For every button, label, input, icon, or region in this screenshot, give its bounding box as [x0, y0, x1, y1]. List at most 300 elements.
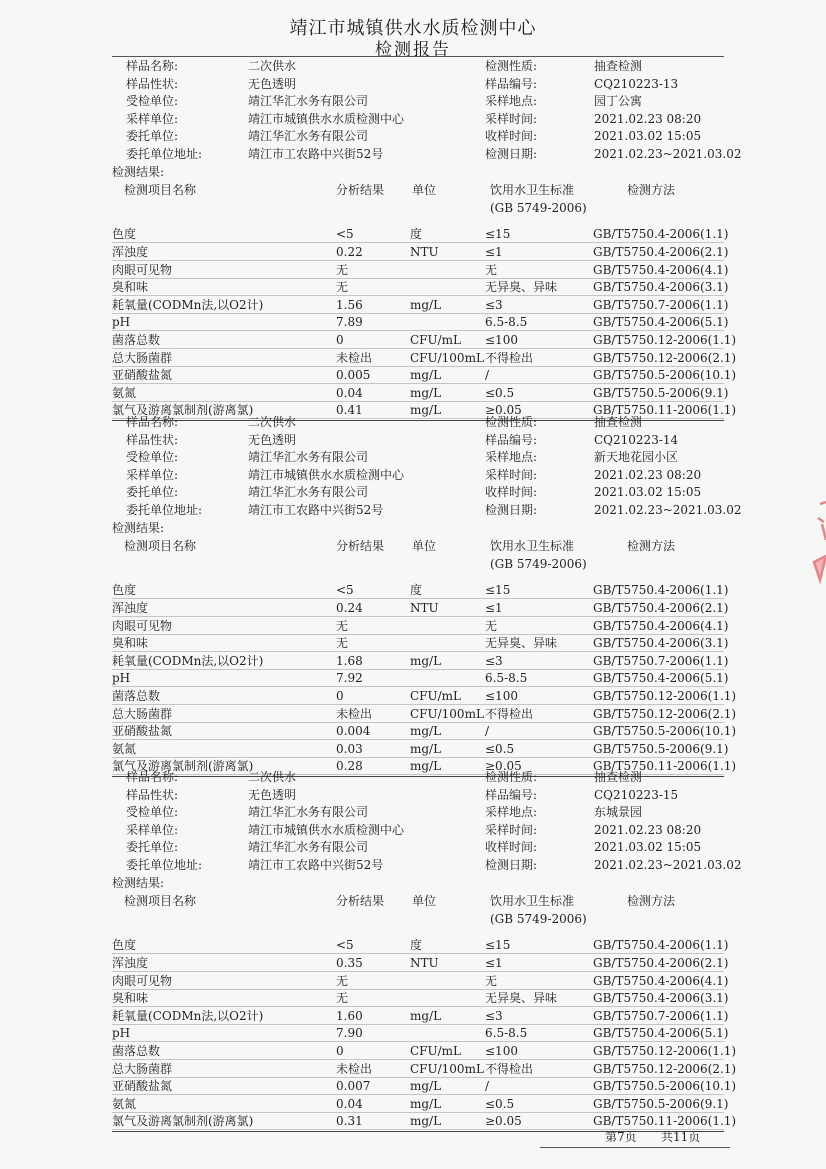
table-row — [0, 296, 826, 314]
info-value: 抽查检测 — [594, 770, 643, 784]
table-row — [0, 1095, 826, 1113]
sample-block — [0, 413, 826, 774]
info-value: 2021.03.02 15:05 — [594, 129, 702, 144]
cell-item: 肉眼可见物 — [112, 618, 173, 633]
info-value: 靖江华汇水务有限公司 — [248, 485, 369, 500]
cell-standard: ≥0.05 — [485, 759, 522, 774]
cell-item: 总大肠菌群 — [112, 1061, 173, 1076]
cell-result: <5 — [336, 227, 354, 242]
info-label: 样品性状: — [126, 787, 179, 802]
cell-result: 7.92 — [336, 671, 363, 686]
info-label: 收样时间: — [485, 840, 538, 855]
cell-standard: 无 — [485, 618, 498, 633]
cell-method: GB/T5750.4-2006(3.1) — [593, 280, 729, 295]
cell-method: GB/T5750.4-2006(1.1) — [593, 227, 729, 242]
cell-standard: ≤1 — [485, 601, 503, 615]
info-label: 采样单位: — [126, 467, 179, 482]
cell-unit: CFU/mL — [410, 689, 462, 703]
cell-result: 7.90 — [336, 1026, 363, 1041]
cell-unit: mg/L — [410, 1096, 442, 1111]
cell-result: 无 — [336, 991, 349, 1006]
cell-item: 臭和味 — [112, 991, 149, 1006]
cell-standard: ≤100 — [485, 333, 518, 347]
table-row — [0, 599, 826, 617]
info-row — [0, 821, 826, 839]
cell-result: 未检出 — [336, 350, 373, 365]
cell-result: 0 — [336, 689, 344, 703]
cell-item: 氨氮 — [112, 385, 137, 400]
cell-standard: ≤15 — [485, 583, 511, 598]
cell-standard: ≤0.5 — [485, 741, 515, 756]
cell-standard: ≤3 — [485, 297, 503, 312]
info-value: CQ210223-15 — [594, 787, 679, 802]
table-row — [0, 722, 826, 740]
info-value: 靖江市工农路中兴街52号 — [248, 858, 384, 872]
info-label: 采样单位: — [126, 822, 179, 837]
cell-unit: CFU/100mL — [410, 1061, 484, 1076]
cell-standard: / — [485, 368, 490, 383]
table-header — [0, 892, 826, 910]
info-value: 二次供水 — [248, 770, 297, 784]
cell-item: 菌落总数 — [112, 1044, 161, 1058]
table-header — [0, 181, 826, 199]
info-value: 2021.02.23 08:20 — [594, 822, 702, 837]
table-row — [0, 1060, 826, 1078]
cell-item: 肉眼可见物 — [112, 973, 173, 988]
cell-result: 1.60 — [336, 1008, 363, 1023]
cell-unit: NTU — [410, 601, 439, 615]
cell-unit: mg/L — [410, 653, 442, 668]
info-label: 采样时间: — [485, 467, 538, 482]
table-row — [0, 581, 826, 599]
cell-method: GB/T5750.4-2006(4.1) — [593, 973, 729, 988]
info-label: 采样单位: — [126, 111, 179, 126]
info-label: 样品名称: — [126, 415, 179, 429]
cell-method: GB/T5750.5-2006(9.1) — [593, 1096, 729, 1111]
cell-method: GB/T5750.4-2006(1.1) — [593, 938, 729, 953]
cell-result: 0.007 — [336, 1079, 371, 1094]
cell-result: 7.89 — [336, 315, 363, 330]
cell-result: 无 — [336, 262, 349, 277]
table-row — [0, 740, 826, 758]
table-row — [0, 225, 826, 243]
cell-unit: 度 — [410, 227, 423, 242]
cell-unit: mg/L — [410, 297, 442, 312]
info-label: 采样地点: — [485, 94, 538, 109]
cell-result: <5 — [336, 938, 354, 953]
info-value: 2021.02.23 08:20 — [594, 111, 702, 126]
cell-standard: / — [485, 1079, 490, 1094]
cell-unit: 度 — [410, 583, 423, 598]
info-value: 靖江华汇水务有限公司 — [248, 840, 369, 855]
table-row — [0, 652, 826, 670]
table-row — [0, 687, 826, 705]
table-row — [0, 954, 826, 972]
sample-block — [0, 768, 826, 1129]
header-unit: 单位 — [412, 539, 437, 554]
info-value: 2021.02.23 08:20 — [594, 467, 702, 482]
cell-standard: ≥0.05 — [485, 1114, 522, 1129]
cell-method: GB/T5750.7-2006(1.1) — [593, 297, 729, 312]
cell-standard: 6.5-8.5 — [485, 1026, 528, 1041]
cell-item: pH — [112, 1026, 131, 1041]
cell-method: GB/T5750.4-2006(5.1) — [593, 671, 729, 686]
report-title: 检测报告 — [375, 40, 451, 60]
cell-result: 0.04 — [336, 1096, 363, 1111]
table-row — [0, 243, 826, 261]
cell-item: 氯气及游离氯制剂(游离氯) — [112, 403, 254, 418]
info-label: 样品性状: — [126, 432, 179, 447]
table-row — [0, 972, 826, 990]
header-standard: 饮用水卫生标准 — [490, 183, 575, 198]
results-label: 检测结果: — [112, 164, 165, 179]
info-value: 靖江市工农路中兴街52号 — [248, 503, 384, 517]
cell-result: 1.68 — [336, 653, 363, 668]
info-label: 样品性状: — [126, 76, 179, 91]
info-row — [0, 803, 826, 821]
cell-standard: ≤1 — [485, 245, 503, 259]
table-row — [0, 617, 826, 635]
info-label: 检测日期: — [485, 858, 538, 872]
cell-method: GB/T5750.4-2006(4.1) — [593, 618, 729, 633]
info-value: 2021.03.02 15:05 — [594, 840, 702, 855]
cell-unit: mg/L — [410, 724, 442, 739]
table-row — [0, 261, 826, 279]
info-value: 东城景园 — [594, 805, 643, 820]
table-row — [0, 1042, 826, 1060]
info-row — [0, 75, 826, 93]
info-value: 二次供水 — [248, 415, 297, 429]
table-row — [0, 1077, 826, 1095]
info-value: 2021.02.23~2021.03.02 — [594, 147, 742, 161]
header-unit: 单位 — [412, 183, 437, 198]
info-label: 检测日期: — [485, 503, 538, 517]
cell-item: 浑浊度 — [112, 245, 149, 259]
page-total: 共11页 — [661, 1130, 701, 1144]
cell-result: <5 — [336, 583, 354, 598]
table-row — [0, 366, 826, 384]
info-row — [0, 768, 826, 786]
table-header — [0, 537, 826, 555]
cell-method: GB/T5750.5-2006(10.1) — [593, 724, 737, 739]
cell-result: 0.03 — [336, 741, 363, 756]
org-title: 靖江市城镇供水水质检测中心 — [289, 18, 537, 39]
header-result: 分析结果 — [336, 894, 385, 909]
table-row — [0, 1112, 826, 1130]
cell-unit: NTU — [410, 956, 439, 970]
info-row — [0, 413, 826, 431]
cell-item: 色度 — [112, 938, 137, 953]
footer-divider — [540, 1147, 730, 1148]
cell-method: GB/T5750.4-2006(5.1) — [593, 315, 729, 330]
info-label: 样品名称: — [126, 59, 179, 73]
table-row — [0, 1024, 826, 1042]
cell-result: 未检出 — [336, 706, 373, 721]
cell-method: GB/T5750.12-2006(1.1) — [593, 333, 737, 347]
info-label: 委托单位: — [126, 840, 179, 855]
info-value: 二次供水 — [248, 59, 297, 73]
cell-item: 菌落总数 — [112, 333, 161, 347]
cell-item: 总大肠菌群 — [112, 706, 173, 721]
cell-item: pH — [112, 315, 131, 330]
table-row — [0, 384, 826, 402]
header-standard-sub: (GB 5749-2006) — [490, 911, 587, 926]
red-seal-stamp-fragment — [806, 500, 826, 590]
table-row — [0, 705, 826, 723]
cell-standard: ≤15 — [485, 227, 511, 242]
info-label: 检测性质: — [485, 770, 538, 784]
cell-standard: 无 — [485, 973, 498, 988]
info-value: 靖江华汇水务有限公司 — [248, 450, 369, 465]
info-row — [0, 501, 826, 519]
cell-item: 氯气及游离氯制剂(游离氯) — [112, 759, 254, 774]
cell-method: GB/T5750.5-2006(9.1) — [593, 385, 729, 400]
table-row — [0, 989, 826, 1007]
cell-method: GB/T5750.4-2006(3.1) — [593, 636, 729, 651]
info-value: 无色透明 — [248, 432, 297, 447]
info-value: 靖江华汇水务有限公司 — [248, 94, 369, 109]
cell-unit: CFU/mL — [410, 333, 462, 347]
cell-item: 氨氮 — [112, 741, 137, 756]
cell-method: GB/T5750.4-2006(2.1) — [593, 245, 729, 259]
info-value: 无色透明 — [248, 787, 297, 802]
info-label: 委托单位地址: — [126, 147, 203, 161]
info-row — [0, 127, 826, 145]
info-row — [0, 483, 826, 501]
cell-result: 0.28 — [336, 759, 363, 774]
cell-standard: ≤100 — [485, 1044, 518, 1058]
cell-standard: 不得检出 — [485, 350, 534, 365]
info-value: 靖江华汇水务有限公司 — [248, 129, 369, 144]
info-label: 检测日期: — [485, 147, 538, 161]
header-result: 分析结果 — [336, 183, 385, 198]
info-label: 委托单位: — [126, 485, 179, 500]
cell-standard: 无异臭、异味 — [485, 991, 558, 1006]
info-label: 委托单位地址: — [126, 858, 203, 872]
header-method: 检测方法 — [627, 539, 676, 554]
cell-item: 亚硝酸盐氮 — [112, 368, 173, 383]
cell-method: GB/T5750.12-2006(2.1) — [593, 706, 737, 721]
cell-unit: CFU/mL — [410, 1044, 462, 1058]
cell-method: GB/T5750.7-2006(1.1) — [593, 653, 729, 668]
info-row — [0, 110, 826, 128]
info-label: 样品编号: — [485, 432, 538, 447]
cell-result: 0.004 — [336, 724, 371, 739]
cell-standard: 不得检出 — [485, 1061, 534, 1076]
cell-method: GB/T5750.11-2006(1.1) — [593, 759, 737, 774]
header-method: 检测方法 — [627, 183, 676, 198]
cell-method: GB/T5750.5-2006(10.1) — [593, 368, 737, 383]
info-value: 园丁公寓 — [594, 94, 643, 109]
cell-item: 色度 — [112, 227, 137, 242]
cell-unit: CFU/100mL — [410, 706, 484, 721]
info-value: 2021.02.23~2021.03.02 — [594, 858, 742, 872]
header-method: 检测方法 — [627, 894, 676, 909]
cell-unit: mg/L — [410, 1008, 442, 1023]
info-row — [0, 838, 826, 856]
cell-standard: ≤0.5 — [485, 1096, 515, 1111]
info-value: 靖江市城镇供水水质检测中心 — [248, 467, 405, 482]
table-row — [0, 1007, 826, 1025]
info-label: 采样时间: — [485, 822, 538, 837]
cell-method: GB/T5750.5-2006(9.1) — [593, 741, 729, 756]
cell-item: 总大肠菌群 — [112, 350, 173, 365]
cell-result: 0.04 — [336, 385, 363, 400]
cell-result: 0.41 — [336, 403, 363, 418]
info-label: 检测性质: — [485, 415, 538, 429]
cell-item: 色度 — [112, 583, 137, 598]
cell-unit: 度 — [410, 938, 423, 953]
cell-method: GB/T5750.11-2006(1.1) — [593, 1114, 737, 1129]
info-value: 无色透明 — [248, 76, 297, 91]
cell-unit: mg/L — [410, 741, 442, 756]
cell-method: GB/T5750.4-2006(5.1) — [593, 1026, 729, 1041]
cell-unit: mg/L — [410, 1079, 442, 1094]
cell-method: GB/T5750.5-2006(10.1) — [593, 1079, 737, 1094]
cell-result: 无 — [336, 280, 349, 295]
cell-standard: 6.5-8.5 — [485, 315, 528, 330]
cell-result: 0.24 — [336, 601, 363, 615]
cell-method: GB/T5750.12-2006(1.1) — [593, 689, 737, 703]
info-row — [0, 856, 826, 874]
info-value: 新天地花园小区 — [594, 450, 679, 465]
info-label: 收样时间: — [485, 485, 538, 500]
header-standard: 饮用水卫生标准 — [490, 539, 575, 554]
info-label: 样品编号: — [485, 787, 538, 802]
info-row — [0, 145, 826, 163]
info-row — [0, 786, 826, 804]
header-item: 检测项目名称 — [124, 183, 197, 198]
cell-method: GB/T5750.11-2006(1.1) — [593, 403, 737, 418]
cell-result: 0.22 — [336, 245, 363, 259]
cell-result: 无 — [336, 618, 349, 633]
cell-item: 氨氮 — [112, 1096, 137, 1111]
info-label: 样品名称: — [126, 770, 179, 784]
page-current: 第7页 — [605, 1130, 637, 1144]
info-value: 抽查检测 — [594, 415, 643, 429]
cell-unit: mg/L — [410, 403, 442, 418]
cell-result: 0.31 — [336, 1114, 363, 1129]
cell-standard: ≤100 — [485, 689, 518, 703]
info-value: CQ210223-14 — [594, 432, 679, 447]
cell-item: 耗氧量(CODMn法,以O2计) — [112, 1008, 264, 1023]
info-value: 2021.03.02 15:05 — [594, 485, 702, 500]
cell-standard: / — [485, 724, 490, 739]
cell-result: 0 — [336, 333, 344, 347]
cell-unit: mg/L — [410, 385, 442, 400]
header-item: 检测项目名称 — [124, 539, 197, 554]
info-label: 采样地点: — [485, 450, 538, 465]
cell-standard: 无异臭、异味 — [485, 280, 558, 295]
cell-standard: ≤0.5 — [485, 385, 515, 400]
cell-result: 0.35 — [336, 956, 363, 970]
table-row — [0, 634, 826, 652]
header-standard-sub: (GB 5749-2006) — [490, 556, 587, 571]
info-label: 委托单位: — [126, 129, 179, 144]
header-result: 分析结果 — [336, 539, 385, 554]
cell-method: GB/T5750.7-2006(1.1) — [593, 1008, 729, 1023]
info-row — [0, 448, 826, 466]
cell-method: GB/T5750.4-2006(1.1) — [593, 583, 729, 598]
cell-item: 臭和味 — [112, 280, 149, 295]
cell-item: 氯气及游离氯制剂(游离氯) — [112, 1114, 254, 1129]
info-row — [0, 92, 826, 110]
cell-item: 耗氧量(CODMn法,以O2计) — [112, 297, 264, 312]
info-value: 抽查检测 — [594, 59, 643, 73]
info-row — [0, 57, 826, 75]
header-unit: 单位 — [412, 894, 437, 909]
table-row — [0, 313, 826, 331]
table-row — [0, 669, 826, 687]
cell-standard: ≤3 — [485, 653, 503, 668]
cell-method: GB/T5750.12-2006(1.1) — [593, 1044, 737, 1058]
info-label: 检测性质: — [485, 59, 538, 73]
info-value: 靖江市城镇供水水质检测中心 — [248, 111, 405, 126]
cell-item: 亚硝酸盐氮 — [112, 1079, 173, 1094]
info-row — [0, 466, 826, 484]
cell-item: 肉眼可见物 — [112, 262, 173, 277]
info-label: 采样地点: — [485, 805, 538, 820]
info-label: 受检单位: — [126, 805, 179, 820]
table-row — [0, 278, 826, 296]
sample-block — [0, 57, 826, 418]
info-label: 受检单位: — [126, 94, 179, 109]
cell-method: GB/T5750.12-2006(2.1) — [593, 350, 737, 365]
info-value: CQ210223-13 — [594, 76, 679, 91]
cell-method: GB/T5750.4-2006(2.1) — [593, 601, 729, 615]
cell-unit: mg/L — [410, 759, 442, 774]
cell-standard: 无 — [485, 262, 498, 277]
cell-standard: 无异臭、异味 — [485, 636, 558, 651]
cell-standard: ≥0.05 — [485, 403, 522, 418]
table-row — [0, 936, 826, 954]
cell-unit: CFU/100mL — [410, 350, 484, 365]
header-item: 检测项目名称 — [124, 894, 197, 909]
cell-result: 无 — [336, 973, 349, 988]
cell-item: pH — [112, 671, 131, 686]
results-label: 检测结果: — [112, 875, 165, 890]
cell-item: 耗氧量(CODMn法,以O2计) — [112, 653, 264, 668]
cell-item: 亚硝酸盐氮 — [112, 724, 173, 739]
table-row — [0, 331, 826, 349]
cell-result: 0 — [336, 1044, 344, 1058]
cell-method: GB/T5750.12-2006(2.1) — [593, 1061, 737, 1076]
info-label: 采样时间: — [485, 111, 538, 126]
cell-result: 1.56 — [336, 297, 363, 312]
cell-item: 浑浊度 — [112, 956, 149, 970]
cell-unit: mg/L — [410, 368, 442, 383]
header-standard: 饮用水卫生标准 — [490, 894, 575, 909]
cell-standard: 不得检出 — [485, 706, 534, 721]
header-standard-sub: (GB 5749-2006) — [490, 200, 587, 215]
info-label: 受检单位: — [126, 450, 179, 465]
results-label: 检测结果: — [112, 520, 165, 535]
cell-method: GB/T5750.4-2006(3.1) — [593, 991, 729, 1006]
cell-unit: NTU — [410, 245, 439, 259]
cell-result: 0.005 — [336, 368, 371, 383]
cell-method: GB/T5750.4-2006(2.1) — [593, 956, 729, 970]
info-value: 2021.02.23~2021.03.02 — [594, 503, 742, 517]
cell-item: 臭和味 — [112, 636, 149, 651]
cell-standard: ≤15 — [485, 938, 511, 953]
info-label: 收样时间: — [485, 129, 538, 144]
cell-result: 无 — [336, 636, 349, 651]
info-value: 靖江市城镇供水水质检测中心 — [248, 822, 405, 837]
cell-item: 浑浊度 — [112, 601, 149, 615]
cell-item: 菌落总数 — [112, 689, 161, 703]
info-label: 样品编号: — [485, 76, 538, 91]
cell-standard: ≤1 — [485, 956, 503, 970]
